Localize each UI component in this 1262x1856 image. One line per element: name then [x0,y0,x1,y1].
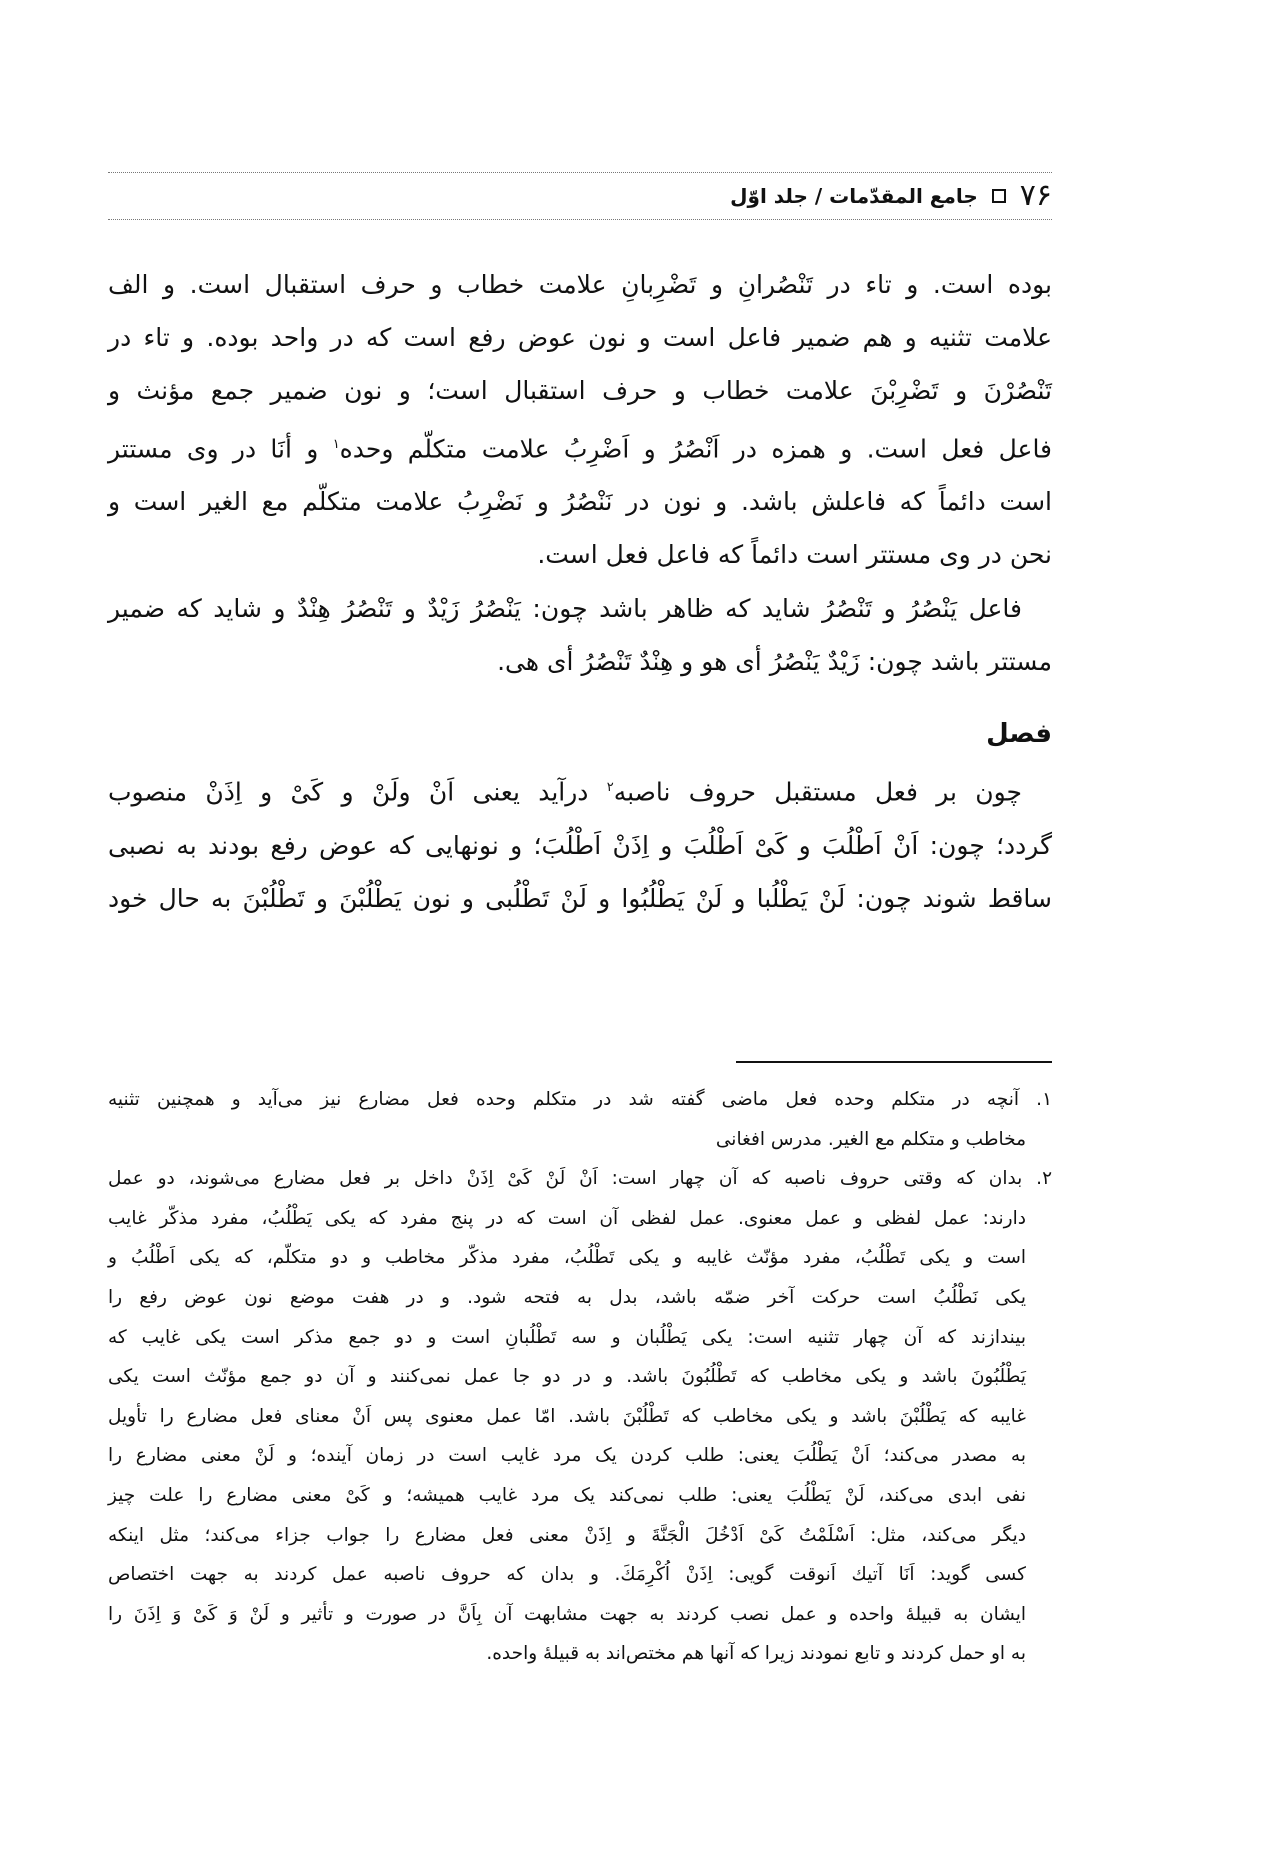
square-icon [992,189,1006,203]
body-line: گردد؛ چون: اَنْ اَطْلُبَ و کَیْ اَطْلُبَ و اِذَنْ اَطْلُبَ؛ و نونهایی که عوض رفع بودند به نصبی [108,830,1052,860]
footnote-2-line: یکی نَطْلُبُ است حرکت آخر ضمّه باشد، بدل به فتحه شود. و در هفت موضع نون عوض رفع را [108,1286,1026,1308]
book-page [108,0,1052,1856]
body-line: نحن در وی مستتر است دائماً که فاعل فعل است. [537,540,1052,570]
footnote-2-line: به مصدر می‌کند؛ اَنْ یَطْلُبَ یعنی: طلب کردن یک مرد غایب است در زمان آینده؛ و لَنْ معنی مضارع را [108,1445,1026,1467]
body-line-part: فاعل فعل است. و همزه در اَنْصُرُ و اَضْرِبُ علامت متکلّم وحده [339,433,1053,463]
body-line [108,761,1052,819]
footnote-2-line: است و یکی تَطْلُبُ، مفرد مؤنّث غایبه و یکی تَطْلُبُ، مفرد مذکّر مخاطب و دو متکلّم، که یکی اَطْلُبُ و [108,1247,1026,1269]
footnote-2-line: کسی گوید: اَنَا آتیك اَنوقت گویی: اِذَنْ اُکْرِمَكَ. و بدان که حروف ناصبه عمل کردند به جهت اختصاص [108,1564,1026,1586]
body-line-part: چون بر فعل مستقبل حروف ناصبه [613,777,1022,807]
body-line: تَنْصُرْنَ و تَضْرِبْنَ علامت خطاب و حرف استقبال است؛ و نون ضمیر جمع مؤنث و [108,376,1052,406]
header-bottom-rule [108,219,1052,220]
body-line-part: و أنَا در وی مستتر [108,433,333,463]
footnote-2-line: دیگر می‌کند، مثل: اَسْلَمْتُ کَیْ اَدْخُلَ الْجَنَّةَ و اِذَنْ معنی فعل مضارع را جواب جزاء می‌کند؛ مثل اینکه [108,1524,1026,1546]
main-text [108,258,1052,925]
body-line: فاعل یَنْصُرُ و تَنْصُرُ شاید که ظاهر باشد چون: یَنْصُرُ زَیْدٌ و تَنْصُرُ هِنْدٌ و شاید که ضمیر [108,593,1022,623]
running-header [730,176,1052,216]
body-line: مستتر باشد چون: زَیْدٌ یَنْصُرُ أی هو و هِنْدٌ تَنْصُرُ أی هی. [497,646,1052,676]
footnote-2-line: به او حمل کردند و تابع نمودند زیرا که آنها هم مختص‌اند به قبیلۀ واحده. [486,1643,1026,1665]
footnote-2-line: نفی ابدی می‌کند، لَنْ یَطْلُبَ یعنی: طلب نمی‌کند یک مرد غایب همیشه؛ و کَیْ معنی مضارع را علت چیز [108,1484,1026,1506]
footnote-2-line: بیندازند که آن چهار تثنیه است: یکی یَطْلُبان و سه تَطْلُبانِ است و دو جمع مذکر است یکی غایب که [108,1326,1026,1348]
footnotes [108,1080,1052,1674]
footnote-2-line: ۲. بدان که وقتی حروف ناصبه که آن چهار است: اَنْ لَنْ کَیْ اِذَنْ داخل بر فعل مضارع می‌شوند، دو عمل [108,1168,1052,1190]
body-line: علامت تثنیه و هم ضمیر فاعل است و نون عوض رفع است که در واحد بوده. و تاء در [108,323,1052,353]
footnote-separator [736,1061,1052,1063]
body-line: بوده است. و تاء در تَنْصُرانِ و تَضْرِبانِ علامت خطاب و حرف استقبال است. و الف [108,270,1052,299]
body-line: ساقط شوند چون: لَنْ یَطْلُبا و لَنْ یَطْلُبُوا و لَنْ تَطْلُبی و نون یَطْلُبْنَ و تَطْلُبْنَ به حال خود [108,883,1052,913]
footnote-1-line: ۱. آنچه در متکلم وحده فعل ماضی گفته شد در متکلم وحده فعل مضارع نیز می‌آید و همچنین تثنیه [108,1089,1052,1110]
footnote-2-line: یَطْلُبُونَ باشد و یکی مخاطب که تَطْلُبُونَ باشد. و در دو جا عمل نمی‌کنند و آن دو جمع مؤنّث است یکی [108,1366,1026,1388]
footnote-2-line: ایشان به قبیلۀ واحده و عمل نصب کردند به جهت مشابهت آن بِاَنَّ در صورت و تأثیر و لَنْ وَ کَیْ وَ اِذَنَ را [108,1603,1026,1625]
running-title: جامع المقدّمات / جلد اوّل [730,184,978,208]
footnote-2-line: غایبه که یَطْلُبْنَ باشد و یکی مخاطب که تَطْلُبْنَ باشد. امّا عمل معنوی پس اَنْ معنای فعل مضارع را تأویل [108,1405,1026,1427]
section-heading: فصل [986,718,1052,749]
header-top-rule [108,172,1052,173]
body-line: است دائماً که فاعلش باشد. و نون در نَنْصُرُ و نَضْرِبُ علامت متکلّم مع الغیر است و [108,487,1052,517]
footnote-2-line: دارند: عمل لفظی و عمل معنوی. عمل لفظی آن است که در پنج مفرد که یکی یَطْلُبُ، مفرد مذکّر غایب [108,1207,1026,1229]
body-line [108,418,1052,476]
footnote-ref[interactable]: ۲ [606,780,614,796]
page-number: ۷۶ [1019,178,1052,213]
body-line-part: درآید یعنی اَنْ ولَنْ و کَیْ و اِذَنْ منصوب [108,777,607,807]
footnote-ref[interactable]: ۱ [332,436,340,452]
footnote-1-line: مخاطب و متکلم مع الغیر. مدرس افغانی [715,1128,1026,1150]
